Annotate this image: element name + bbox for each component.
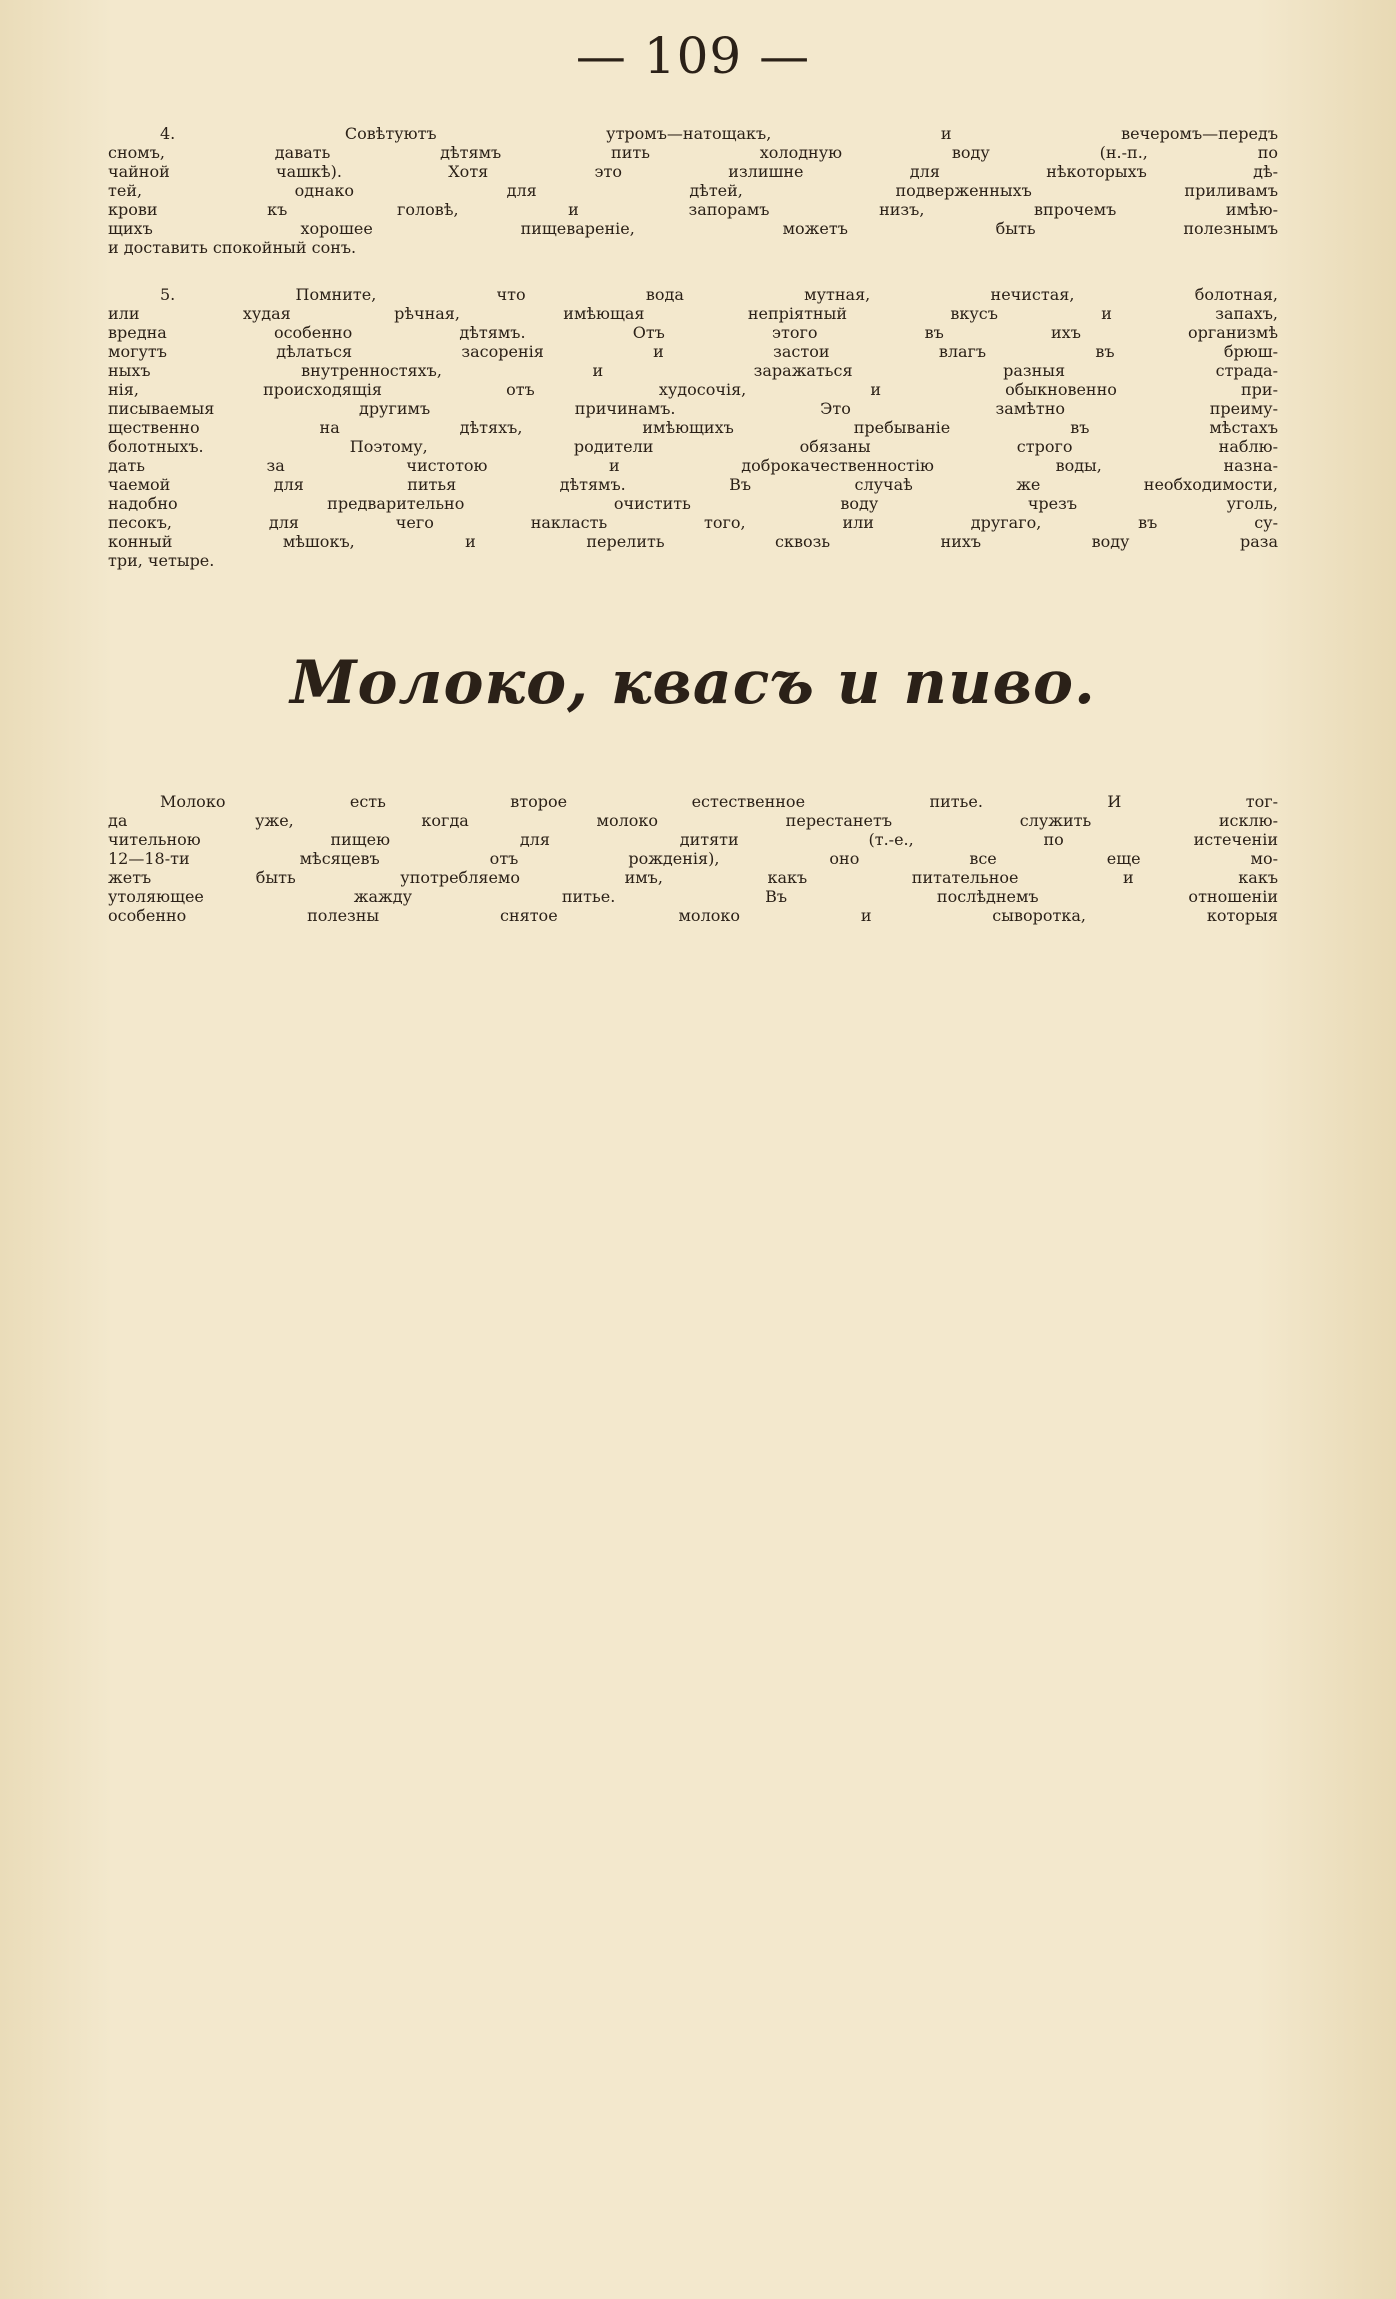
paragraph-5 (108, 285, 1278, 570)
text-line: жетъ быть употребляемо имъ, какъ питательное и какъ (108, 868, 1278, 887)
text-line: тей, однако для дѣтей, подверженныхъ приливамъ (108, 181, 1278, 200)
text-line: особенно полезны снятое молоко и сыворотка, которыя (108, 906, 1278, 925)
text-line: 5. Помните, что вода мутная, нечистая, болотная, (160, 285, 1278, 304)
text-line: болотныхъ. Поэтому, родители обязаны строго наблю- (108, 437, 1278, 456)
text-line: чайной чашкѣ). Хотя это излишне для нѣкоторыхъ дѣ- (108, 162, 1278, 181)
text-line: 4. Совѣтуютъ утромъ—натощакъ, и вечеромъ—передъ (160, 124, 1278, 143)
text-line: щественно на дѣтяхъ, имѣющихъ пребываніе въ мѣстахъ (108, 418, 1278, 437)
text-line: или худая рѣчная, имѣющая непріятный вкусъ и запахъ, (108, 304, 1278, 323)
text-line: песокъ, для чего накласть того, или другаго, въ су- (108, 513, 1278, 532)
paragraph-milk (108, 792, 1278, 925)
text-line: чительною пищею для дитяти (т.-е., по истеченіи (108, 830, 1278, 849)
text-line: сномъ, давать дѣтямъ пить холодную воду (н.-п., по (108, 143, 1278, 162)
text-line: нія, происходящія отъ худосочія, и обыкновенно при- (108, 380, 1278, 399)
text-line: надобно предварительно очистить воду чрезъ уголь, (108, 494, 1278, 513)
text-line: 12—18-ти мѣсяцевъ отъ рожденія), оно все еще мо- (108, 849, 1278, 868)
text-line: вредна особенно дѣтямъ. Отъ этого въ ихъ организмѣ (108, 323, 1278, 342)
paragraph-4 (108, 124, 1278, 257)
text-line: писываемыя другимъ причинамъ. Это замѣтно преиму- (108, 399, 1278, 418)
text-line: Молоко есть второе естественное питье. И тог- (160, 792, 1278, 811)
page-number: — 109 — (575, 27, 811, 85)
text-line: и доставить спокойный сонъ. (108, 238, 357, 257)
text-line: утоляющее жажду питье. Въ послѣднемъ отношеніи (108, 887, 1278, 906)
text-line: щихъ хорошее пищевареніе, можетъ быть полезнымъ (108, 219, 1278, 238)
text-line: дать за чистотою и доброкачественностію воды, назна- (108, 456, 1278, 475)
section-title: Молоко, квасъ и пиво. (290, 648, 1096, 718)
text-line: три, четыре. (108, 551, 215, 570)
text-line: ныхъ внутренностяхъ, и заражаться разныя страда- (108, 361, 1278, 380)
text-line: конный мѣшокъ, и перелить сквозь нихъ воду раза (108, 532, 1278, 551)
text-line: крови къ головѣ, и запорамъ низъ, впрочемъ имѣю- (108, 200, 1278, 219)
text-line: чаемой для питья дѣтямъ. Въ случаѣ же необходимости, (108, 475, 1278, 494)
text-line: да уже, когда молоко перестанетъ служить исклю- (108, 811, 1278, 830)
text-line: могутъ дѣлаться засоренія и застои влагъ въ брюш- (108, 342, 1278, 361)
